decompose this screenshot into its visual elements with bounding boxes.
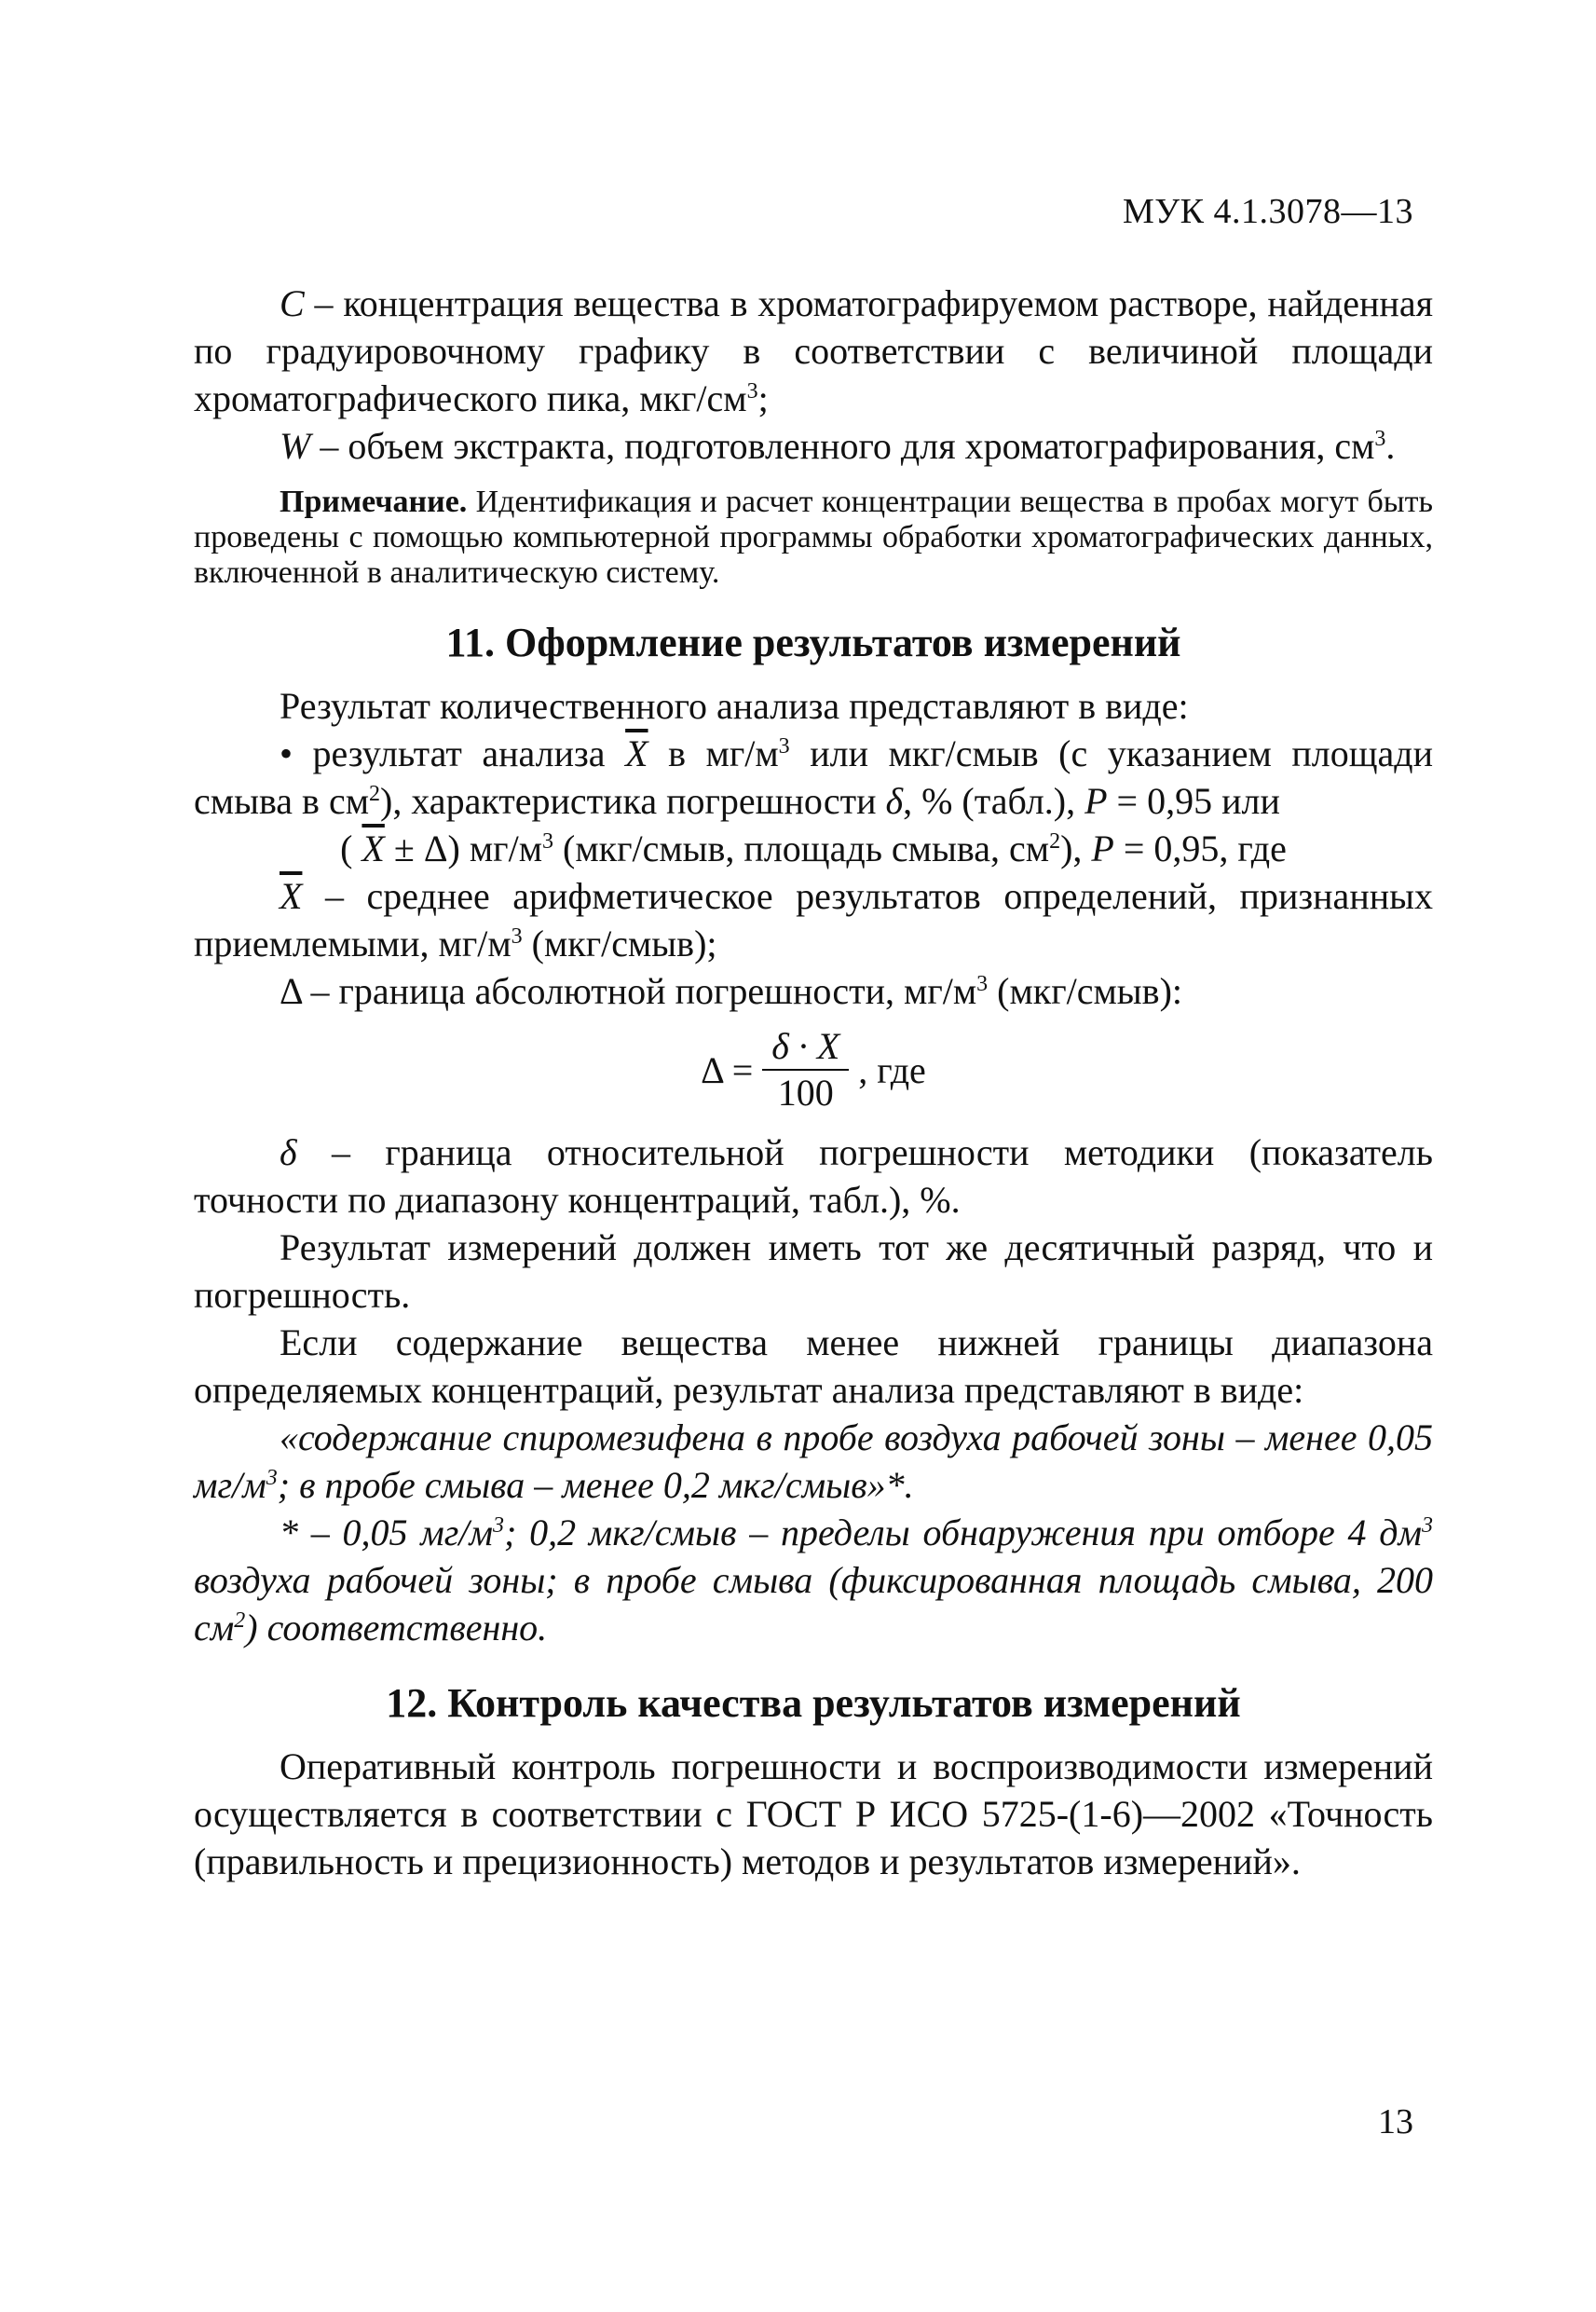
footnote	[194, 1509, 1433, 1651]
text-run: , % (табл.),	[903, 780, 1085, 822]
text-run: (	[340, 828, 362, 869]
section-12-text: Оперативный контроль погрешности и воспроизводимости измерений осуществляется в соответствии с ГОСТ Р ИСО 5725-(1-6)—2002 «Точность (правильность и прецизионность) методов и результатов измерений».	[194, 1745, 1433, 1882]
x-bar-symbol: $\overline{X}$	[361, 828, 385, 869]
superscript: 3	[511, 924, 523, 949]
formula-numerator: δ · X	[762, 1024, 849, 1071]
text-run: ; 0,2 мкг/смыв – пределы обнаружения при отборе 4 дм	[504, 1512, 1422, 1553]
text-run: – среднее арифметическое результатов определений, признанных приемлемыми, мг/м	[194, 875, 1433, 964]
text-run: ± Δ) мг/м	[384, 828, 542, 869]
relative-error-definition	[194, 1129, 1433, 1224]
superscript: 3	[1422, 1513, 1433, 1538]
symbol-w: W	[280, 425, 311, 467]
text-run: (мкг/смыв):	[988, 970, 1183, 1012]
superscript: 2	[234, 1608, 246, 1633]
superscript: 3	[542, 829, 553, 854]
superscript: 2	[369, 782, 381, 806]
text-run: = 0,95 или	[1107, 780, 1280, 822]
text-run: в мг/м	[648, 732, 779, 774]
superscript: 3	[778, 734, 790, 759]
superscript: 3	[746, 379, 758, 404]
x-bar-symbol: $\overline{X}$	[625, 732, 648, 774]
note-label: Примечание.	[280, 485, 468, 519]
section-12-title: 12. Контроль качества результатов измерений	[386, 1680, 1241, 1726]
definition-c	[194, 280, 1433, 422]
page-number: 13	[1378, 2102, 1413, 2141]
below-range-quote	[194, 1414, 1433, 1509]
page-content	[194, 280, 1433, 1885]
superscript: 3	[266, 1466, 278, 1490]
superscript: 3	[976, 972, 989, 996]
superscript: 3	[1374, 427, 1386, 451]
section-11-intro: Результат количественного анализа представляют в виде:	[280, 685, 1189, 727]
formula-tail: , где	[858, 1048, 926, 1091]
document-code: МУК 4.1.3078—13	[1122, 192, 1413, 231]
punctuation: .	[1385, 425, 1396, 467]
definition-c-text: – концентрация вещества в хроматографируемом растворе, найденная по градуировочному графику в соответствии с величиной площади хроматографического пика, мкг/см	[194, 282, 1433, 419]
formula-lhs: Δ =	[701, 1048, 754, 1091]
delta-symbol: δ	[885, 780, 904, 822]
x-bar-definition	[194, 872, 1433, 967]
note-paragraph	[194, 485, 1433, 591]
section-11-title: 11. Оформление результатов измерений	[445, 620, 1181, 665]
x-bar-symbol: $\overline{X}$	[280, 875, 303, 917]
text-run: (мкг/смыв, площадь смыва, см	[553, 828, 1050, 869]
p-symbol: P	[1091, 828, 1114, 869]
below-range-paragraph: Если содержание вещества менее нижней границы диапазона определяемых концентраций, результат анализа представляют в виде:	[194, 1321, 1433, 1411]
superscript: 3	[493, 1513, 504, 1538]
decimal-paragraph: Результат измерений должен иметь тот же десятичный разряд, что и погрешность.	[194, 1226, 1433, 1316]
delta-definition	[194, 967, 1433, 1015]
text-run: * – 0,05 мг/м	[280, 1512, 493, 1553]
text-run: или мкг/смыв (с указанием площади смыва в см	[194, 732, 1434, 822]
punctuation: ;	[757, 377, 769, 419]
definition-w-text: – объем экстракта, подготовленного для хроматографирования, см	[310, 425, 1375, 467]
definition-w	[194, 422, 1433, 470]
result-bullet	[194, 730, 1433, 825]
delta-symbol: δ	[280, 1131, 297, 1173]
text-run: • результат анализа	[280, 732, 626, 774]
text-run: «содержание спиромезифена в пробе воздуха рабочей зоны – менее 0,05 мг/м	[194, 1416, 1433, 1506]
delta-formula	[194, 1024, 1433, 1115]
text-run: – граница относительной погрешности методики (показатель точности по диапазону концентраций, табл.), %.	[194, 1131, 1433, 1221]
text-run: Δ – граница абсолютной погрешности, мг/м	[280, 970, 977, 1012]
result-format-line	[194, 825, 1433, 872]
text-run: (мкг/смыв);	[522, 923, 717, 964]
p-symbol: P	[1084, 780, 1108, 822]
formula-fraction	[762, 1024, 849, 1115]
formula-denominator: 100	[777, 1072, 834, 1114]
text-run: ), характеристика погрешности	[380, 780, 886, 822]
superscript: 2	[1049, 829, 1061, 854]
text-run: ) соответственно.	[245, 1607, 548, 1648]
text-run: ),	[1060, 828, 1092, 869]
text-run: воздуха рабочей зоны; в пробе смыва (фиксированная площадь смыва, 200 см	[194, 1559, 1433, 1648]
note-text: Идентификация и расчет концентрации вещества в пробах могут быть проведены с помощью компьютерной программы обработки хроматографических данных, включенной в аналитическую систему.	[194, 485, 1433, 590]
symbol-c: C	[280, 282, 305, 324]
text-run: ; в пробе смыва – менее 0,2 мкг/смыв»*.	[277, 1464, 914, 1506]
text-run: = 0,95, где	[1113, 828, 1287, 869]
